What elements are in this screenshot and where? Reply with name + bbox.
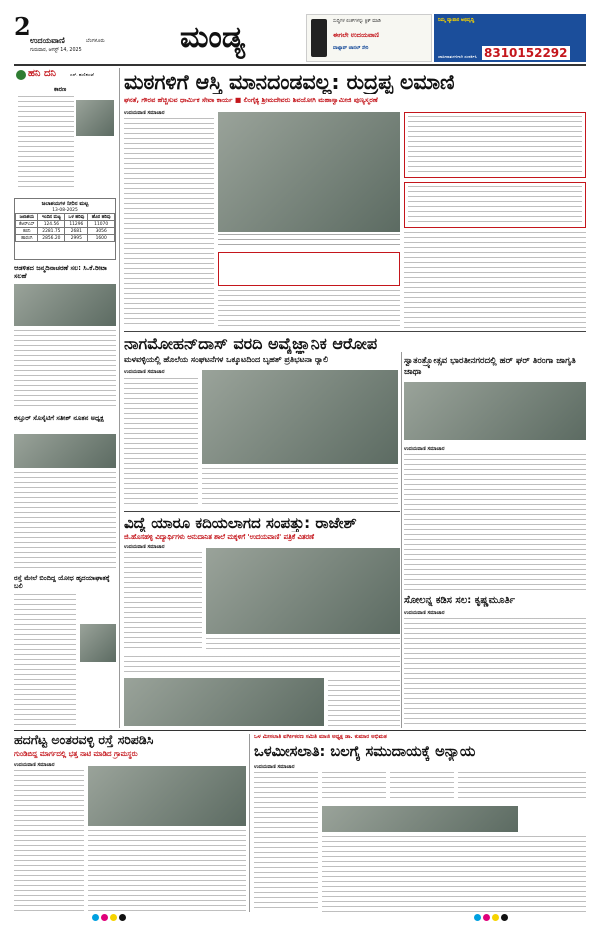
honey-dani-box	[14, 68, 116, 194]
registration-mark-yellow	[110, 914, 117, 921]
registration-mark-magenta	[101, 914, 108, 921]
lead-sidebar-text	[408, 116, 582, 174]
table-row: ಕಬಿನಿ 2281.75 2681 3056	[16, 228, 115, 235]
left-story1-photo	[14, 284, 116, 326]
bottom-right-body-col1	[254, 772, 318, 912]
lead-byline: ಉದಯವಾಣಿ ಸಮಾಚಾರ	[124, 110, 165, 116]
bottom-right-body-col2	[322, 772, 386, 802]
lead-body-col3	[404, 232, 586, 328]
dam-table-box	[14, 198, 116, 260]
story2-bottom-rule	[124, 511, 400, 512]
lead-quote-box	[218, 252, 400, 286]
ad-right-top: ನಿಮ್ಮ ವ್ಯಾಪಾರ ಅಭಿವೃದ್ಧಿ	[438, 18, 475, 23]
lead-bottom-rule	[124, 331, 586, 332]
bottom-left-byline: ಉದಯವಾಣಿ ಸಮಾಚಾರ	[14, 762, 55, 768]
ad-top-text: ಸುದ್ದಿಗಳ ಲಿಂಕ್‌ಗಳನ್ನು ಕ್ಲಿಕ್ ಮಾಡಿ	[333, 19, 381, 24]
left-story2-body	[14, 472, 116, 572]
poem-text	[18, 96, 74, 190]
right-story-byline: ಉದಯವಾಣಿ ಸಮಾಚಾರ	[404, 446, 445, 452]
registration-mark-black-2	[501, 914, 508, 921]
honey-title: ಹನಿ ದನಿ	[28, 68, 56, 79]
bottom-column-rule	[249, 734, 250, 912]
bottom-right-body-col4	[458, 772, 586, 802]
bottom-section-rule	[14, 730, 586, 731]
dam-table	[15, 213, 115, 242]
left-story2-photo	[14, 434, 116, 468]
column-rule-right	[401, 352, 402, 728]
bottom-right-byline: ಉದಯವಾಣಿ ಸಮಾಚಾರ	[254, 764, 295, 770]
district-title: ಮಂಡ್ಯ	[180, 20, 246, 55]
lead-sidebar-text2	[408, 186, 582, 224]
story3-headline: ವಿದ್ಯೆ ಯಾರೂ ಕದಿಯಲಾಗದ ಸಂಪತ್ತು: ರಾಜೇಶ್	[124, 514, 357, 532]
table-row: ಕೆಆರ್‌ಎಸ್ 124.56 11296 11070	[16, 221, 115, 228]
lead-subhead: ಘನತೆ, ಗೌರವ ಹೆಚ್ಚಿಸುವ ಧಾರ್ಮಿಕ ಸೇವಾ ಕಾರ್ಯ ■ ಲಿಂಗೈಕ್ಯ ಶ್ರೀಮದೇವರು ಶಿವಯೋಗಿ ಮಹಾಸ್ವಾಮೀಜಿ ಪುಣ್ಯಸ್ಮರಣೆ	[124, 96, 378, 104]
honey-byline: ಎಸ್. ಹುಲಿಕುಂಟೆ	[70, 72, 94, 77]
bottom-left-headline: ಹದಗೆಟ್ಟ ಅಂತರವಳ್ಳಿ ರಸ್ತೆ ಸರಿಪಡಿಸಿ	[14, 732, 154, 747]
story2-body-col1	[124, 378, 198, 508]
left-story2-headline: ಕಸ್ತೂರ್ ಸೊಸೈಟಿಗೆ ಸತೀಶ್ ನೂತನ ಅಧ್ಯಕ್ಷ	[14, 414, 104, 422]
story2-headline: ನಾಗಮೋಹನ್‌ದಾಸ್ ವರದಿ ಅವೈಜ್ಞಾನಿಕ ಆರೋಪ	[124, 334, 378, 353]
phone-graphic	[311, 19, 327, 57]
story4-body	[404, 618, 586, 726]
dam-title: ಜಲಾಶಯಗಳ ನೀರಿನ ಮಟ್ಟ	[41, 201, 89, 207]
right-story-photo	[404, 382, 586, 440]
story3-photo	[206, 548, 400, 634]
story3-byline: ಉದಯವಾಣಿ ಸಮಾಚಾರ	[124, 544, 165, 550]
lead-headline: ಮಠಗಳಿಗೆ ಆಸ್ತಿ ಮಾನದಂಡವಲ್ಲ: ರುದ್ರಪ್ಪ ಲಮಾಣಿ	[124, 70, 455, 94]
left-story3-body	[14, 594, 76, 726]
page-number: 2	[14, 12, 31, 41]
whatsapp-ad[interactable]	[306, 14, 432, 62]
bottom-right-body-col3	[390, 772, 454, 802]
bottom-left-photo	[88, 766, 246, 826]
bottom-left-subhead: ಗುಂಡಿಬಿದ್ದ ಮಾರ್ಗದಲ್ಲಿ ಭತ್ತ ನಾಟಿ ಮಾಡಿದ ಗ್ರಾಮಸ್ಥರು	[14, 750, 138, 758]
table-row: ಜಲಾಶಯ ಇಂದಿನ ಮಟ್ಟ ಒಳ ಹರಿವು ಹೊರ ಹರಿವು	[16, 214, 115, 221]
registration-mark-black	[119, 914, 126, 921]
story3-caption	[206, 638, 400, 652]
ad-mid-text: ಈಗಲೇ ಉದಯವಾಣಿ	[333, 31, 380, 39]
story2-subhead: ಮಳವಳ್ಳಿಯಲ್ಲಿ ಹೊಲೆಯ ಸಂಘಟನೆಗಳ ಒಕ್ಕೂಟದಿಂದ ಬೃಹತ್ ಪ್ರತಿಭಟನಾ ರ್‍ಯಾಲಿ	[124, 355, 329, 364]
bottom-left-body-col2	[88, 830, 246, 912]
ad-bottom-text: ವಾಟ್ಸಾಪ್ ಚಾನಲ್ ಸೇರಿ	[333, 46, 369, 51]
soldier-photo	[80, 624, 116, 662]
paper-name: ಉದಯವಾಣಿ	[30, 36, 65, 45]
story3-body-col2	[124, 656, 400, 674]
story2-byline: ಉದಯವಾಣಿ ಸಮಾಚಾರ	[124, 369, 165, 375]
honey-logo-icon	[16, 70, 26, 80]
left-story1-body	[14, 330, 116, 410]
lead-body-col1	[124, 118, 214, 328]
lead-body-col2	[218, 290, 400, 328]
story4-byline: ಉದಯವಾಣಿ ಸಮಾಚಾರ	[404, 610, 445, 616]
left-story1-headline: ಆಡಳಿತದ ಜನ್ಮದಿನಾಚರಣೆ ಸಲ: ಸಿ.ಕೆ.ರೀಟಾ ಸಲಹೆ	[14, 264, 108, 280]
bottom-right-body-col5	[322, 836, 586, 912]
story3-subhead: ಜಿ.ಹೊಸಹಳ್ಳಿ ವಿದ್ಯಾರ್ಥಿಗಳು ಅನುದಾನಿತ ಶಾಲೆ ಮಕ್ಕಳಿಗೆ 'ಉದಯವಾಣಿ' ಪತ್ರಿಕೆ ವಿತರಣೆ	[124, 533, 315, 541]
left-story3-headline: ರಸ್ತೆ ಮೇಲೆ ಬಿಂದಿದ್ದ ಯೋಧ ಹೃದಯಾಘಾತಕ್ಕೆ ಬಲಿ	[14, 574, 110, 590]
column-rule-left	[119, 68, 120, 728]
registration-mark-yellow-2	[492, 914, 499, 921]
table-row: ಹಾರಂಗಿ 2856.20 2995 1600	[16, 235, 115, 242]
right-story-body	[404, 454, 586, 590]
group-photo-caption	[328, 680, 400, 726]
lead-photo	[218, 112, 400, 232]
story2-photo	[202, 370, 398, 464]
story4-headline: ಸೋಲನ್ನ ಕಡಿಸ ಸಲ: ಕೃಷ್ಣಮೂರ್ತಿ	[404, 595, 515, 606]
masthead-rule	[14, 64, 586, 66]
ad-right-caption: ಜಾಹೀರಾತುಗಳಿಗಾಗಿ ಸಂಪರ್ಕಿಸಿ	[438, 54, 477, 59]
story2-body-col2	[202, 468, 398, 508]
registration-mark-magenta-2	[483, 914, 490, 921]
dam-date: 13-08-2025	[52, 208, 78, 213]
lead-photo-caption	[218, 234, 400, 248]
bottom-right-kicker: ಒಳ ಮೀಸಲಾತಿ ವರ್ಗೀಕರಣ ಸಮಿತಿ ಮಾಜಿ ಅಧ್ಯಕ್ಷ ಡಾ. ಕುಮಾರ ಅಭಿಮತ	[254, 734, 387, 740]
ad-phone-number: 8310152292	[484, 46, 568, 60]
registration-mark-cyan	[92, 914, 99, 921]
group-photo	[124, 678, 324, 726]
bottom-right-photo	[322, 806, 518, 832]
right-story-headline: ಸ್ವಾತಂತ್ರ್ಯೋತ್ಸವ ಭಾರತೀನಗರದಲ್ಲಿ ಹರ್ ಘರ್ ತಿರಂಗಾ ಜಾಗೃತಿ ಜಾಥಾ	[404, 356, 576, 377]
poem-title: ಕಾರಣ	[54, 86, 67, 93]
bottom-right-headline: ಒಳಮೀಸಲಾತಿ: ಬಲಗೈ ಸಮುದಾಯಕ್ಕೆ ಅನ್ಯಾಯ	[254, 744, 476, 760]
bottom-left-body-col1	[14, 770, 84, 912]
edition-label: ಬೆಂಗಳೂರು	[86, 38, 105, 44]
registration-mark-cyan-2	[474, 914, 481, 921]
date-line: ಗುರುವಾರ, ಆಗಸ್ಟ್ 14, 2025	[30, 48, 82, 53]
poet-photo	[76, 100, 114, 136]
story3-body-col1	[124, 552, 202, 652]
